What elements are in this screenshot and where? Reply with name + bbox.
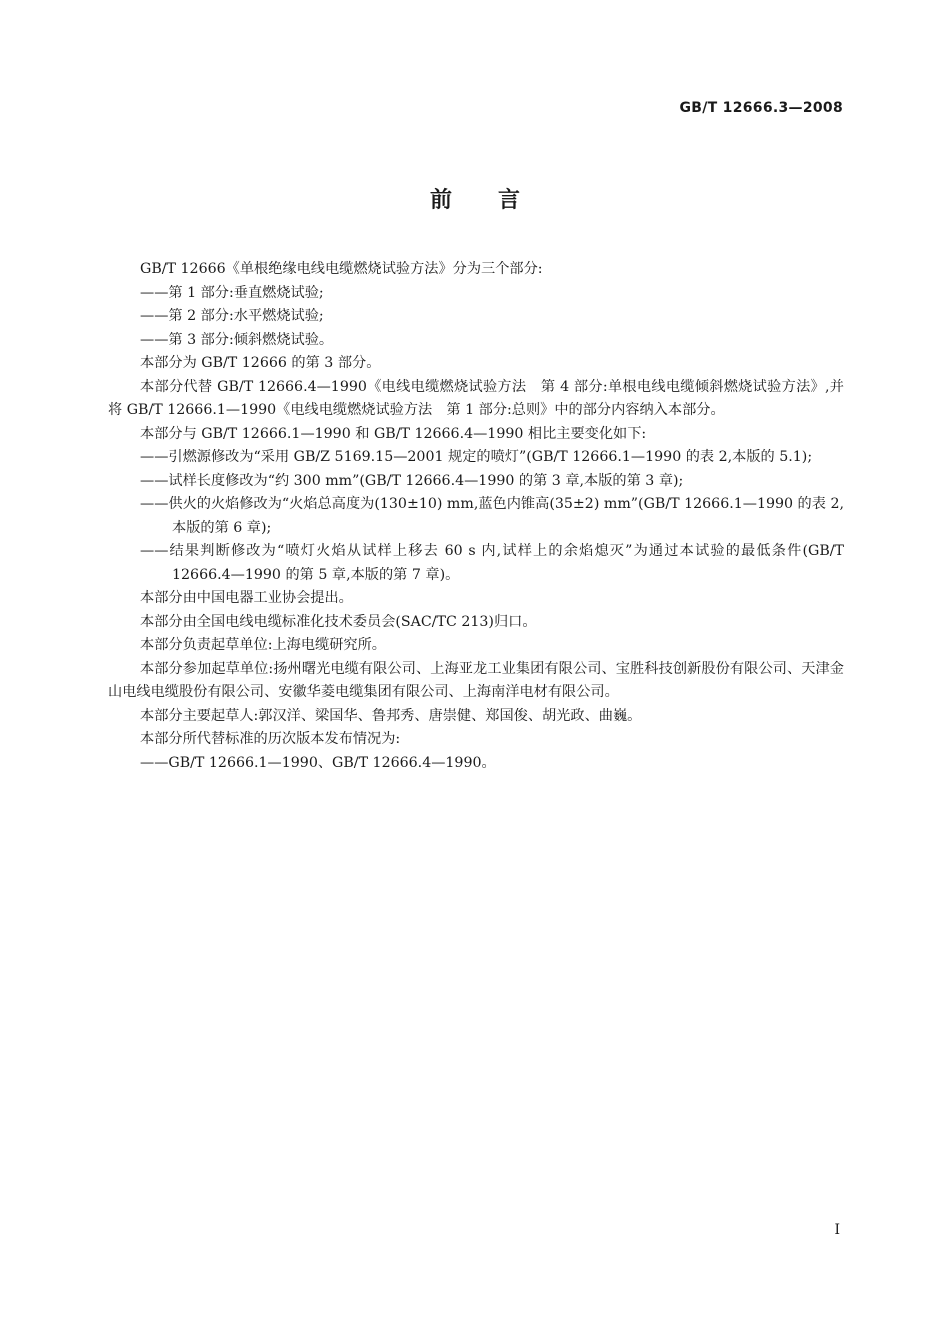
paragraph-changes-intro: 本部分与 GB/T 12666.1—1990 和 GB/T 12666.4—1990 相比主要变化如下: (140, 425, 647, 442)
page-title: 前言 (429, 188, 566, 213)
list-item-part-3: ——第 3 部分:倾斜燃烧试验。 (140, 331, 334, 348)
paragraph-managed-by: 本部分由全国电线电缆标准化技术委员会(SAC/TC 213)归口。 (140, 613, 537, 630)
paragraph-intro: GB/T 12666《单根绝缘电线电缆燃烧试验方法》分为三个部分: (140, 261, 543, 277)
paragraph-scope: 本部分为 GB/T 12666 的第 3 部分。 (140, 355, 381, 371)
standard-code: GB/T 12666.3—2008 (679, 100, 843, 116)
paragraph-history-intro: 本部分所代替标准的历次版本发布情况为: (140, 731, 401, 747)
foreword-body (108, 258, 844, 775)
list-item-change-ignition: ——引燃源修改为“采用 GB/Z 5169.15—2001 规定的喷灯”(GB/T 12666.1—1990 的表 2,本版的 5.1); (140, 449, 813, 465)
list-item-part-2: ——第 2 部分:水平燃烧试验; (140, 308, 324, 324)
paragraph-proposed-by: 本部分由中国电器工业协会提出。 (140, 590, 353, 606)
list-item-part-1: ——第 1 部分:垂直燃烧试验; (140, 284, 324, 301)
list-item-change-flame: ——供火的火焰修改为“火焰总高度为(130±10) mm,蓝色内锥高(35±2) mm”(GB/T 12666.1—1990 的表 2,本版的第 6 章); (140, 496, 844, 536)
list-item-history: ——GB/T 12666.1—1990、GB/T 12666.4—1990。 (140, 754, 496, 771)
paragraph-participants: 本部分参加起草单位:扬州曙光电缆有限公司、上海亚龙工业集团有限公司、宝胜科技创新股份有限公司、天津金山电线电缆股份有限公司、安徽华菱电缆集团有限公司、上海南洋电材有限公司。 (108, 660, 844, 700)
list-item-change-length: ——试样长度修改为“约 300 mm”(GB/T 12666.4—1990 的第 3 章,本版的第 3 章); (140, 472, 684, 489)
paragraph-drafters: 本部分主要起草人:郭汉洋、梁国华、鲁邦秀、唐崇健、郑国俊、胡光政、曲巍。 (140, 707, 642, 724)
paragraph-lead-drafter: 本部分负责起草单位:上海电缆研究所。 (140, 637, 386, 653)
page-number: I (834, 1222, 840, 1238)
paragraph-replaces: 本部分代替 GB/T 12666.4—1990《电线电缆燃烧试验方法 第 4 部分:单根电线电缆倾斜燃烧试验方法》,并将 GB/T 12666.1—1990《电线电缆燃烧试验方法 第 1 部分:总则》中的部分内容纳入本部分。 (108, 378, 844, 418)
list-item-change-result: ——结果判断修改为“喷灯火焰从试样上移去 60 s 内,试样上的余焰熄灭”为通过本试验的最低条件(GB/T 12666.4—1990 的第 5 章,本版的第 7 章)。 (140, 543, 844, 583)
